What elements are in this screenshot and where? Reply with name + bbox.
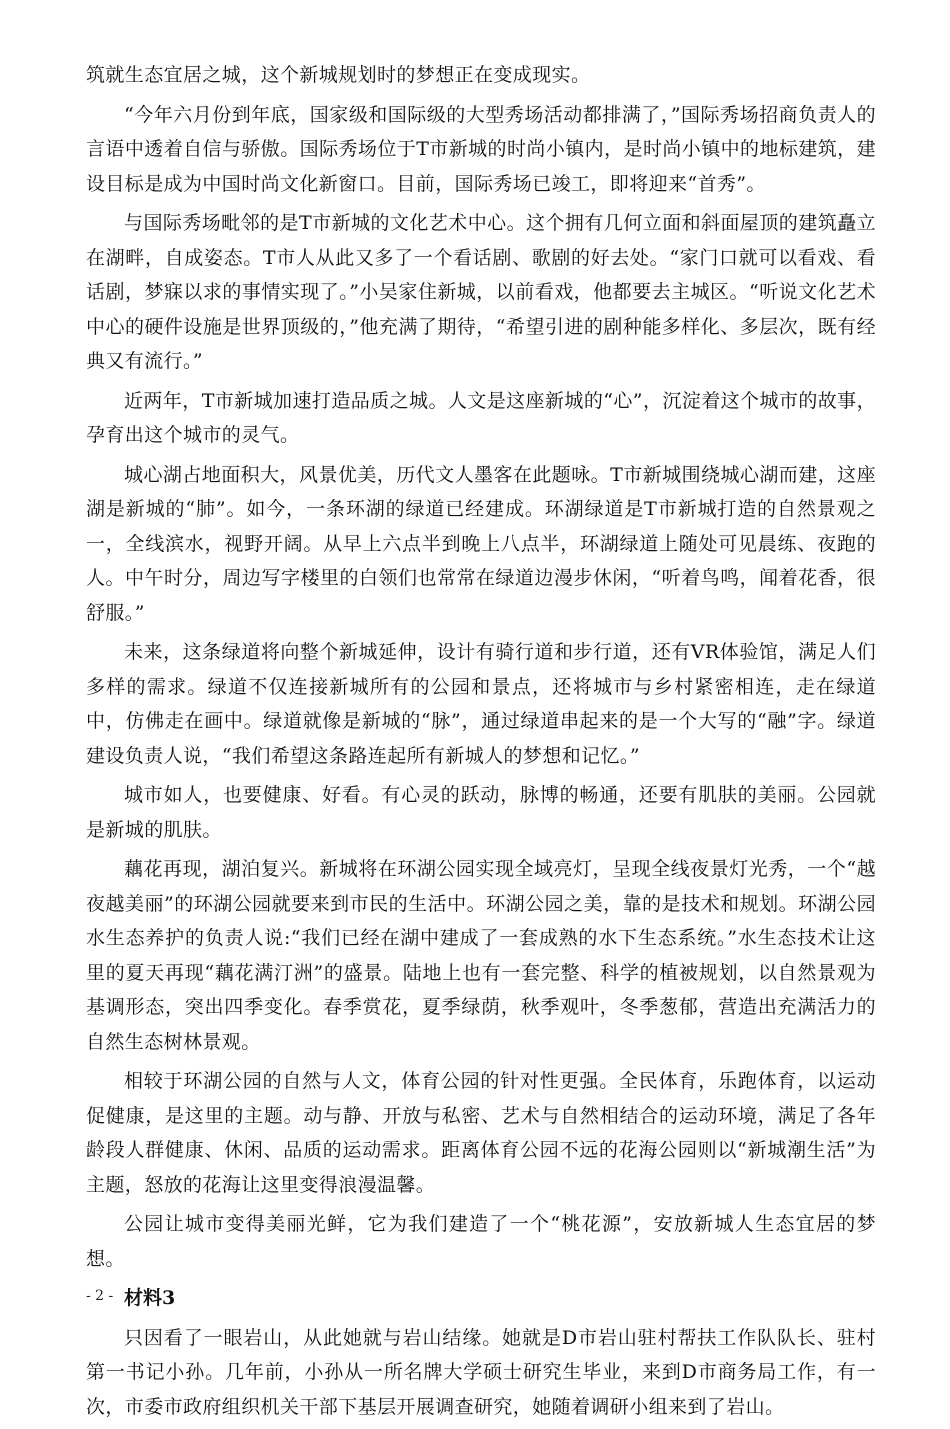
document-body (86, 58, 876, 1429)
paragraph-3: 与国际秀场毗邻的是T市新城的文化艺术中心。这个拥有几何立面和斜面屋顶的建筑矗立在湖畔，自成姿态。T市人从此又多了一个看话剧、歌剧的好去处。“家门口就可以看戏、看话剧，梦寐以求的事情实现了。”小吴家住新城，以前看戏，他都要去主城区。“听说文化艺术中心的硬件设施是世界顶级的，”他充满了期待，“希望引进的剧种能多样化、多层次，既有经典又有流行。” (86, 212, 876, 372)
paragraph-1: 筑就生态宜居之城，这个新城规划时的梦想正在变成现实。 (86, 64, 591, 86)
page-number: - 2 - (86, 1288, 114, 1304)
paragraph-10: 公园让城市变得美丽光鲜，它为我们建造了一个“桃花源”，安放新城人生态宜居的梦想。 (86, 1213, 876, 1270)
paragraph-8: 藕花再现，湖泊复兴。新城将在环湖公园实现全域亮灯，呈现全线夜景灯光秀，一个“越夜越美丽”的环湖公园就要来到市民的生活中。环湖公园之美，靠的是技术和规划。环湖公园水生态养护的负责人说:“我们已经在湖中建成了一套成熟的水下生态系统。”水生态技术让这里的夏天再现“藕花满汀洲”的盛景。陆地上也有一套完整、科学的植被规划，以自然景观为基调形态，突出四季变化。春季赏花，夏季绿荫，秋季观叶，冬季葱郁，营造出充满活力的自然生态树林景观。 (86, 858, 876, 1053)
paragraph-6: 未来，这条绿道将向整个新城延伸，设计有骑行道和步行道，还有VR体验馆，满足人们多样的需求。绿道不仅连接新城所有的公园和景点，还将城市与乡村紧密相连，走在绿道中，仿佛走在画中。绿道就像是新城的“脉”，通过绿道串起来的是一个大写的“融”字。绿道建设负责人说，“我们希望这条路连起所有新城人的梦想和记忆。” (86, 641, 876, 767)
section-heading: 材料3 (124, 1287, 176, 1309)
paragraph-2: “今年六月份到年底，国家级和国际级的大型秀场活动都排满了，”国际秀场招商负责人的言语中透着自信与骄傲。国际秀场位于T市新城的时尚小镇内，是时尚小镇中的地标建筑，建设目标是成为中国时尚文化新窗口。目前，国际秀场已竣工，即将迎来“首秀”。 (86, 103, 876, 195)
paragraph-4: 近两年，T市新城加速打造品质之城。人文是这座新城的“心”，沉淀着这个城市的故事，孕育出这个城市的灵气。 (86, 389, 876, 446)
paragraph-7: 城市如人，也要健康、好看。有心灵的跃动，脉博的畅通，还要有肌肤的美丽。公园就是新城的肌肤。 (86, 784, 876, 841)
paragraph-5: 城心湖占地面积大，风景优美，历代文人墨客在此题咏。T市新城围绕城心湖而建，这座湖是新城的“肺”。如今，一条环湖的绿道已经建成。环湖绿道是T市新城打造的自然景观之一，全线滨水，视野开阔。从早上六点半到晚上八点半，环湖绿道上随处可见晨练、夜跑的人。中午时分，周边写字楼里的白领们也常常在绿道边漫步休闲，“听着鸟鸣，闻着花香，很舒服。” (86, 463, 876, 624)
paragraph-9: 相较于环湖公园的自然与人文，体育公园的针对性更强。全民体育，乐跑体育，以运动促健康，是这里的主题。动与静、开放与私密、艺术与自然相结合的运动环境，满足了各年龄段人群健康、休闲、品质的运动需求。距离体育公园不远的花海公园则以“新城潮生活”为主题，怒放的花海让这里变得浪漫温馨。 (86, 1070, 876, 1196)
section-paragraph-1: 只因看了一眼岩山，从此她就与岩山结缘。她就是D市岩山驻村帮扶工作队队长、驻村第一书记小孙。几年前，小孙从一所名牌大学硕士研究生毕业，来到D市商务局工作，有一次，市委市政府组织机关干部下基层开展调查研究，她随着调研小组来到了岩山。 (86, 1326, 876, 1418)
